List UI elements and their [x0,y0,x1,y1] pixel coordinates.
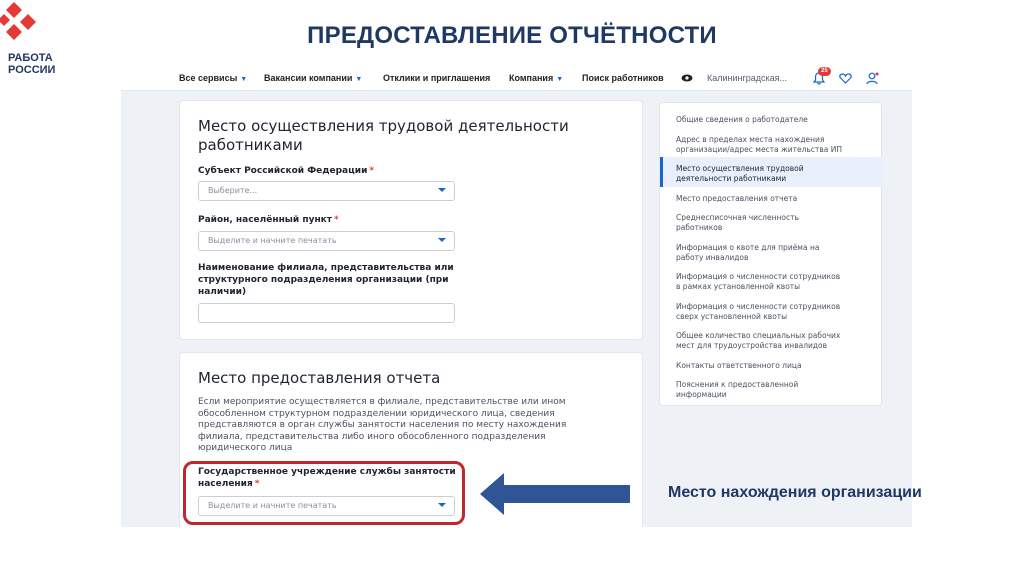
sidebar-item-contacts[interactable]: Контакты ответственного лица [676,361,802,370]
nav-search-workers[interactable]: Поиск работников [582,73,664,83]
nav-company[interactable]: Компания ▼ [509,73,564,83]
district-label: Район, населённый пункт * [198,215,339,225]
section-work-location [179,100,643,340]
section-report-location-description: Если мероприятие осуществляется в филиале, представительстве или ином обособленном структурном подразделении юридического лица, сведения представляются в орган службы занятости населения по месту нахождения филиала, представительства либо иного обособленного подразделения юридического лица [198,397,567,454]
nav-company-vacancies[interactable]: Вакансии компании ▼ [264,73,363,83]
agency-select[interactable]: Выделите и начните печатать [198,496,455,516]
annotation-label: Место нахождения организации [668,484,922,501]
section-work-location-title: Место осуществления трудовой деятельности работниками [198,117,569,154]
sidebar-item-work-location[interactable]: Место осуществления трудовой деятельности работниками [676,164,804,183]
chevron-down-icon [438,188,446,192]
arrow-left-icon [480,473,630,515]
highlight-frame [183,461,465,525]
section-report-location-title: Место предоставления отчета [198,369,441,387]
branch-label: Наименование филиала, представительства или структурного подразделения организации (при наличии) [198,263,454,297]
sidebar-item-address[interactable]: Адрес в пределах места нахождения организации/адрес места жительства ИП [676,135,843,154]
sidebar-item-quota[interactable]: Информация о квоте для приёма на работу инвалидов [676,243,820,262]
chevron-down-icon [438,238,446,242]
logo-text: РАБОТА РОССИИ [8,52,56,76]
branch-input[interactable] [198,303,455,323]
subject-label: Субъект Российской Федерации * [198,166,375,176]
subject-select[interactable]: Выберите... [198,181,455,201]
sidebar-item-headcount[interactable]: Среднесписочная численность работников [676,213,799,232]
region-selector[interactable]: Калининградская... [707,73,788,83]
form-sections-nav [659,102,882,406]
nav-all-services[interactable]: Все сервисы ▼ [179,73,248,83]
sidebar-item-general-info[interactable]: Общие сведения о работодателе [676,115,808,124]
sidebar-item-report-location[interactable]: Место предоставления отчета [676,194,798,203]
nav-responses[interactable]: Отклики и приглашения [383,73,491,83]
agency-label: Государственное учреждение службы занятости населения * [198,467,456,489]
eye-icon[interactable] [681,74,693,82]
district-select[interactable]: Выделите и начните печатать [198,231,455,251]
sidebar-item-employees-in-quota[interactable]: Информация о численности сотрудников в рамках установленной квоты [676,272,841,291]
app-screenshot [121,66,912,527]
slide-title: ПРЕДОСТАВЛЕНИЕ ОТЧЁТНОСТИ [307,22,717,49]
notifications-badge: 25 [818,67,831,76]
heart-icon[interactable] [839,73,852,84]
user-icon[interactable] [866,72,879,85]
sidebar-item-explanations[interactable]: Пояснения к предоставленной информации [676,380,799,399]
sidebar-item-employees-over-quota[interactable]: Информация о численности сотрудников сверх установленной квоты [676,302,841,321]
sidebar-item-special-workplaces[interactable]: Общее количество специальных рабочих мест для трудоустройства инвалидов [676,331,841,350]
top-nav [121,66,912,91]
